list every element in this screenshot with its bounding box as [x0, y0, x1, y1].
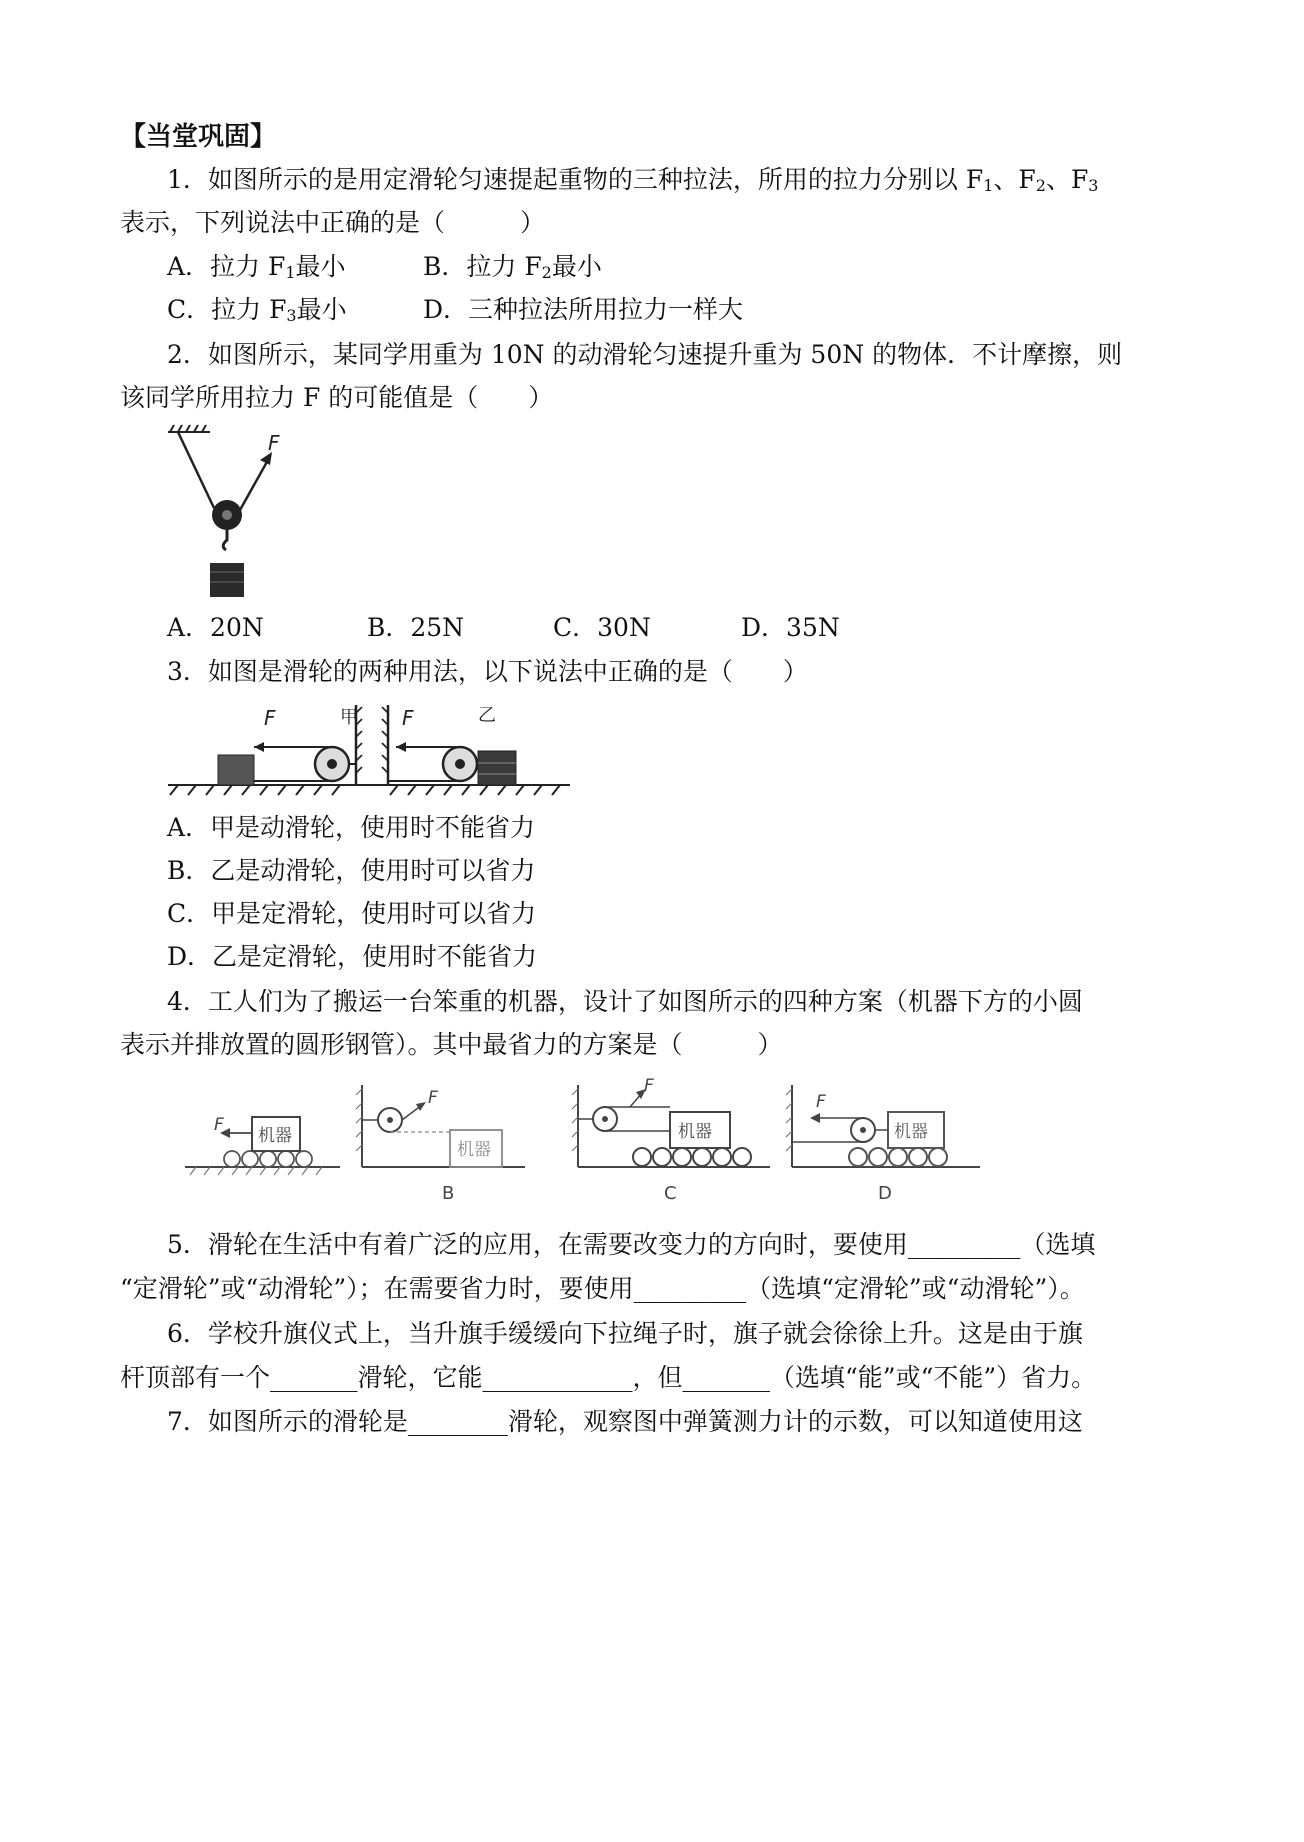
rope-right — [240, 460, 268, 510]
q1-b-sub: 2 — [541, 263, 552, 282]
q2-option-a[interactable]: A．20N — [167, 613, 264, 642]
q1-text: 1．如图所示的是用定滑轮匀速提起重物的三种拉法，所用的拉力分别以 F — [167, 165, 984, 194]
section-heading: 【当堂巩固】 — [120, 122, 277, 152]
q6-line1: 6．学校升旗仪式上，当升旗手缓缓向下拉绳子时，旗子就会徐徐上升。这是由于旗 — [167, 1319, 1083, 1348]
q1-sub2: 2 — [1035, 176, 1046, 195]
force-label-c: F — [644, 1076, 654, 1096]
q1-sub3: 3 — [1088, 176, 1099, 195]
q2-pulley-figure — [160, 420, 310, 600]
scheme-label-d: D — [878, 1183, 892, 1204]
q1-option-a[interactable] — [167, 250, 346, 290]
force-label-b: F — [428, 1088, 438, 1108]
q1-c-sub: 3 — [286, 306, 297, 325]
q2-line2: 该同学所用拉力 F 的可能值是（ ） — [120, 383, 554, 412]
q1-a-pre: A．拉力 F — [167, 252, 286, 281]
q1-c-post: 最小 — [296, 295, 347, 324]
label-jia: 甲 — [340, 707, 358, 728]
scheme-d — [786, 1085, 980, 1204]
q1-sub1: 1 — [983, 176, 994, 195]
force-label-f: F — [268, 431, 280, 455]
q5-line2: “定滑轮”或“动滑轮”）；在需要省力时，要使用_________（选填“定滑轮”或“动滑轮”）。 — [120, 1274, 1085, 1303]
q1-a-sub: 1 — [285, 263, 296, 282]
force-label-a: F — [214, 1115, 224, 1135]
machine-label-c: 机器 — [678, 1122, 712, 1142]
ceiling-hatch — [168, 425, 210, 432]
scheme-b — [356, 1085, 525, 1204]
q3-option-a[interactable]: A．甲是动滑轮，使用时不能省力 — [167, 813, 536, 842]
q1-line1 — [167, 163, 1098, 203]
block-right — [478, 751, 516, 785]
q1-b-pre: B．拉力 F — [423, 252, 542, 281]
machine-label-b: 机器 — [457, 1140, 491, 1160]
ground-hatch — [168, 785, 570, 795]
rope-left — [178, 432, 214, 508]
q1-option-d[interactable]: D．三种拉法所用拉力一样大 — [423, 295, 744, 324]
q4-schemes-figure — [180, 1075, 990, 1210]
force-label-right: F — [402, 706, 414, 730]
weight-block — [210, 563, 244, 597]
q1-option-b[interactable] — [423, 250, 602, 290]
q2-option-b[interactable]: B．25N — [367, 613, 465, 642]
q1-option-c[interactable] — [167, 293, 347, 333]
q1-sep2: 、F — [1045, 165, 1089, 194]
q3-pulley-figure — [160, 695, 580, 815]
q5-line1: 5．滑轮在生活中有着广泛的应用，在需要改变力的方向时，要使用_________（选填 — [167, 1230, 1096, 1259]
label-yi: 乙 — [478, 705, 496, 726]
q1-a-post: 最小 — [295, 252, 346, 281]
q2-line1: 2．如图所示，某同学用重为 10N 的动滑轮匀速提升重为 50N 的物体．不计摩擦，则 — [167, 340, 1123, 369]
q1-b-post: 最小 — [551, 252, 602, 281]
q3-line1: 3．如图是滑轮的两种用法，以下说法中正确的是（ ） — [167, 657, 808, 686]
machine-label-a: 机器 — [258, 1126, 292, 1146]
q3-option-c[interactable]: C．甲是定滑轮，使用时可以省力 — [167, 899, 537, 928]
scheme-c — [572, 1076, 770, 1204]
machine-label-d: 机器 — [894, 1122, 928, 1142]
q2-option-d[interactable]: D．35N — [741, 613, 840, 642]
block-left — [218, 755, 254, 785]
q2-option-c[interactable]: C．30N — [553, 613, 651, 642]
q4-line1: 4．工人们为了搬运一台笨重的机器，设计了如图所示的四种方案（机器下方的小圆 — [167, 987, 1083, 1016]
force-label-d: F — [816, 1092, 826, 1112]
q3-option-b[interactable]: B．乙是动滑轮，使用时可以省力 — [167, 856, 536, 885]
q4-line2: 表示并排放置的圆形钢管）。其中最省力的方案是（ ） — [120, 1030, 783, 1059]
q1-sep1: 、F — [993, 165, 1036, 194]
q1-c-pre: C．拉力 F — [167, 295, 287, 324]
scheme-label-c: C — [664, 1183, 677, 1204]
scheme-label-b: B — [442, 1183, 455, 1204]
q3-option-d[interactable]: D．乙是定滑轮，使用时不能省力 — [167, 942, 538, 971]
hook-icon — [223, 530, 227, 550]
scheme-a — [185, 1115, 340, 1175]
q1-line2: 表示，下列说法中正确的是（ ） — [120, 208, 546, 237]
force-label-left: F — [264, 706, 276, 730]
q6-line2: 杆顶部有一个_______滑轮，它能____________，但_______（选填“能”或“不能”）省力。 — [120, 1363, 1097, 1392]
q7-line1: 7．如图所示的滑轮是________滑轮，观察图中弹簧测力计的示数，可以知道使用这 — [167, 1407, 1083, 1436]
